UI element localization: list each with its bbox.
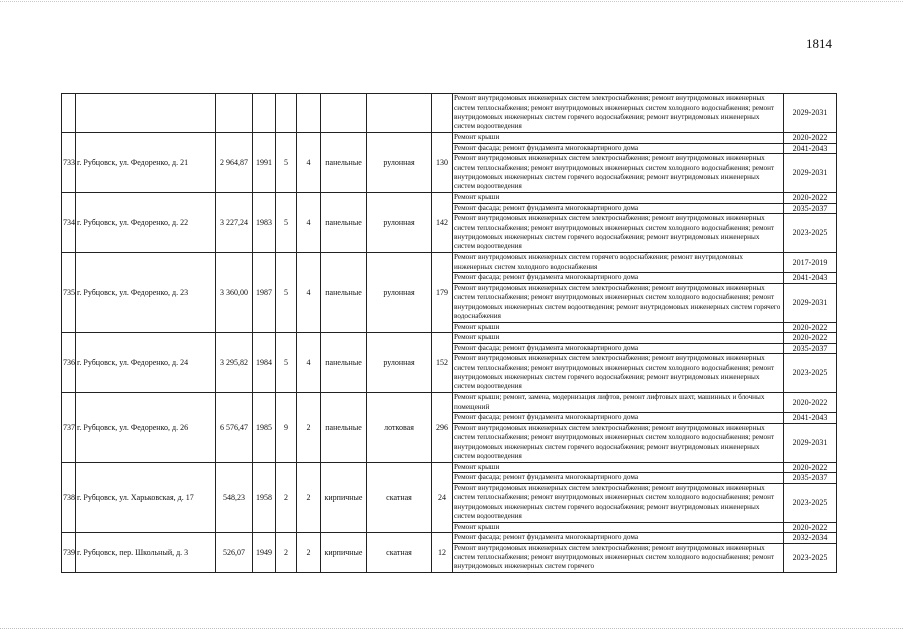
row-number: 737 [62, 393, 76, 463]
entrance-count: 4 [297, 193, 321, 253]
row-number: 738 [62, 462, 76, 533]
work-description: Ремонт внутридомовых инженерных систем электроснабжения; ремонт внутридомовых инженерных систем теплоснабжения; ремонт внутридомовых инженерных систем холодного водоснабжения; ремонт внутридомовых инженерных систем горячего водоснабжения; ремонт внутридомовых инженерных систем водоотведения [453, 214, 784, 253]
resident-count [432, 94, 453, 133]
row-number: 739 [62, 533, 76, 573]
wall-material: кирпичные [321, 462, 367, 533]
work-description: Ремонт крыши [453, 522, 784, 533]
work-period: 2020-2022 [784, 522, 837, 533]
roof-type: рулонная [367, 253, 432, 333]
work-description: Ремонт внутридомовых инженерных систем электроснабжения; ремонт внутридомовых инженерных систем теплоснабжения; ремонт внутридомовых инженерных систем холодного водоснабжения; ремонт внутридомовых инженерных систем горячего водоснабжения; ремонт внутридомовых инженерных систем водоотведения [453, 154, 784, 193]
build-year: 1983 [253, 193, 276, 253]
work-description: Ремонт крыши [453, 333, 784, 344]
work-description: Ремонт внутридомовых инженерных систем электроснабжения; ремонт внутридомовых инженерных систем теплоснабжения; ремонт внутридомовых инженерных систем холодного водоснабжения; ремонт внутридомовых инженерных систем водоотведения; ремонт внутридомовых инженерных систем горячего водоснабжения [453, 283, 784, 322]
house-area: 548,23 [216, 462, 253, 533]
row-number: 733 [62, 133, 76, 193]
entrance-count: 4 [297, 253, 321, 333]
table-row [62, 462, 837, 473]
work-description: Ремонт фасада; ремонт фундамента многоквартирного дома [453, 473, 784, 484]
work-period: 2029-2031 [784, 423, 837, 462]
resident-count: 179 [432, 253, 453, 333]
entrance-count: 4 [297, 333, 321, 393]
house-address [76, 94, 216, 133]
wall-material: кирпичные [321, 533, 367, 573]
page-number: 1814 [806, 36, 832, 51]
table-row [62, 253, 837, 273]
scan-bottom-edge [0, 628, 903, 630]
entrance-count: 2 [297, 462, 321, 533]
table-row [62, 94, 837, 133]
table-row [62, 193, 837, 204]
floor-count [276, 94, 297, 133]
wall-material: панельные [321, 193, 367, 253]
build-year [253, 94, 276, 133]
work-period: 2029-2031 [784, 283, 837, 322]
work-description: Ремонт фасада; ремонт фундамента многоквартирного дома [453, 143, 784, 154]
floor-count: 5 [276, 253, 297, 333]
house-address: г. Рубцовск, ул. Федоренко, д. 23 [76, 253, 216, 333]
work-description: Ремонт крыши; ремонт, замена, модернизация лифтов, ремонт лифтовых шахт, машинных и блочных помещений [453, 393, 784, 413]
build-year: 1991 [253, 133, 276, 193]
work-period: 2020-2022 [784, 393, 837, 413]
roof-type: лотковая [367, 393, 432, 463]
roof-type: скатная [367, 462, 432, 533]
roof-type: скатная [367, 533, 432, 573]
house-area: 3 227,24 [216, 193, 253, 253]
work-period: 2041-2043 [784, 273, 837, 284]
entrance-count [297, 94, 321, 133]
wall-material: панельные [321, 253, 367, 333]
entrance-count: 2 [297, 533, 321, 573]
work-description: Ремонт внутридомовых инженерных систем горячего водоснабжения; ремонт внутридомовых инженерных систем холодного водоснабжения [453, 253, 784, 273]
work-period: 2017-2019 [784, 253, 837, 273]
work-period: 2020-2022 [784, 133, 837, 144]
work-description: Ремонт крыши [453, 462, 784, 473]
work-description: Ремонт внутридомовых инженерных систем электроснабжения; ремонт внутридомовых инженерных систем теплоснабжения; ремонт внутридомовых инженерных систем холодного водоснабжения; ремонт внутридомовых инженерных систем горячего водоснабжения; ремонт внутридомовых инженерных систем водоотведения [453, 354, 784, 393]
work-description: Ремонт крыши [453, 322, 784, 333]
build-year: 1949 [253, 533, 276, 573]
capital-repair-table [61, 93, 837, 573]
work-period: 2029-2031 [784, 154, 837, 193]
build-year: 1984 [253, 333, 276, 393]
house-area: 3 360,00 [216, 253, 253, 333]
floor-count: 5 [276, 133, 297, 193]
roof-type: рулонная [367, 193, 432, 253]
scan-top-edge [0, 1, 903, 3]
work-description: Ремонт внутридомовых инженерных систем электроснабжения; ремонт внутридомовых инженерных систем теплоснабжения; ремонт внутридомовых инженерных систем холодного водоснабжения; ремонт внутридомовых инженерных систем горячего [453, 543, 784, 573]
table-body [62, 94, 837, 573]
work-period: 2023-2025 [784, 214, 837, 253]
work-period: 2041-2043 [784, 413, 837, 424]
resident-count: 142 [432, 193, 453, 253]
resident-count: 24 [432, 462, 453, 533]
table-row [62, 533, 837, 544]
build-year: 1958 [253, 462, 276, 533]
work-description: Ремонт внутридомовых инженерных систем электроснабжения; ремонт внутридомовых инженерных систем теплоснабжения; ремонт внутридомовых инженерных систем холодного водоснабжения; ремонт внутридомовых инженерных систем горячего водоснабжения; ремонт внутридомовых инженерных систем водоотведения [453, 94, 784, 133]
house-area: 3 295,82 [216, 333, 253, 393]
work-description: Ремонт фасада; ремонт фундамента многоквартирного дома [453, 203, 784, 214]
row-number: 735 [62, 253, 76, 333]
work-period: 2035-2037 [784, 203, 837, 214]
roof-type: рулонная [367, 333, 432, 393]
table-row [62, 393, 837, 413]
build-year: 1987 [253, 253, 276, 333]
entrance-count: 2 [297, 393, 321, 463]
house-area: 6 576,47 [216, 393, 253, 463]
floor-count: 2 [276, 462, 297, 533]
roof-type [367, 94, 432, 133]
wall-material [321, 94, 367, 133]
resident-count: 152 [432, 333, 453, 393]
work-description: Ремонт фасада; ремонт фундамента многоквартирного дома [453, 413, 784, 424]
work-period: 2020-2022 [784, 193, 837, 204]
resident-count: 130 [432, 133, 453, 193]
entrance-count: 4 [297, 133, 321, 193]
work-period: 2035-2037 [784, 343, 837, 354]
house-address: г. Рубцовск, ул. Федоренко, д. 24 [76, 333, 216, 393]
table-row [62, 333, 837, 344]
work-description: Ремонт фасада; ремонт фундамента многоквартирного дома [453, 533, 784, 544]
work-period: 2020-2022 [784, 322, 837, 333]
work-description: Ремонт фасада; ремонт фундамента многоквартирного дома [453, 273, 784, 284]
wall-material: панельные [321, 133, 367, 193]
roof-type: рулонная [367, 133, 432, 193]
row-number: 736 [62, 333, 76, 393]
floor-count: 5 [276, 193, 297, 253]
wall-material: панельные [321, 393, 367, 463]
floor-count: 2 [276, 533, 297, 573]
floor-count: 5 [276, 333, 297, 393]
wall-material: панельные [321, 333, 367, 393]
house-address: г. Рубцовск, пер. Школьный, д. 3 [76, 533, 216, 573]
row-number [62, 94, 76, 133]
work-period: 2035-2037 [784, 473, 837, 484]
table-row [62, 133, 837, 144]
row-number: 734 [62, 193, 76, 253]
house-address: г. Рубцовск, ул. Федоренко, д. 21 [76, 133, 216, 193]
work-description: Ремонт внутридомовых инженерных систем электроснабжения; ремонт внутридомовых инженерных систем теплоснабжения; ремонт внутридомовых инженерных систем холодного водоснабжения; ремонт внутридомовых инженерных систем горячего водоснабжения; ремонт внутридомовых инженерных систем водоотведения [453, 423, 784, 462]
resident-count: 12 [432, 533, 453, 573]
house-address: г. Рубцовск, ул. Харьковская, д. 17 [76, 462, 216, 533]
work-period: 2020-2022 [784, 333, 837, 344]
work-period: 2029-2031 [784, 94, 837, 133]
work-description: Ремонт внутридомовых инженерных систем электроснабжения; ремонт внутридомовых инженерных систем теплоснабжения; ремонт внутридомовых инженерных систем холодного водоснабжения; ремонт внутридомовых инженерных систем горячего водоснабжения; ремонт внутридомовых инженерных систем водоотведения [453, 483, 784, 522]
work-period: 2032-2034 [784, 533, 837, 544]
floor-count: 9 [276, 393, 297, 463]
house-area [216, 94, 253, 133]
work-description: Ремонт крыши [453, 193, 784, 204]
house-area: 526,07 [216, 533, 253, 573]
work-description: Ремонт фасада; ремонт фундамента многоквартирного дома [453, 343, 784, 354]
resident-count: 296 [432, 393, 453, 463]
house-address: г. Рубцовск, ул. Федоренко, д. 26 [76, 393, 216, 463]
work-description: Ремонт крыши [453, 133, 784, 144]
work-period: 2023-2025 [784, 354, 837, 393]
house-area: 2 964,87 [216, 133, 253, 193]
house-address: г. Рубцовск, ул. Федоренко, д. 22 [76, 193, 216, 253]
work-period: 2023-2025 [784, 543, 837, 573]
work-period: 2041-2043 [784, 143, 837, 154]
work-period: 2020-2022 [784, 462, 837, 473]
build-year: 1985 [253, 393, 276, 463]
work-period: 2023-2025 [784, 483, 837, 522]
